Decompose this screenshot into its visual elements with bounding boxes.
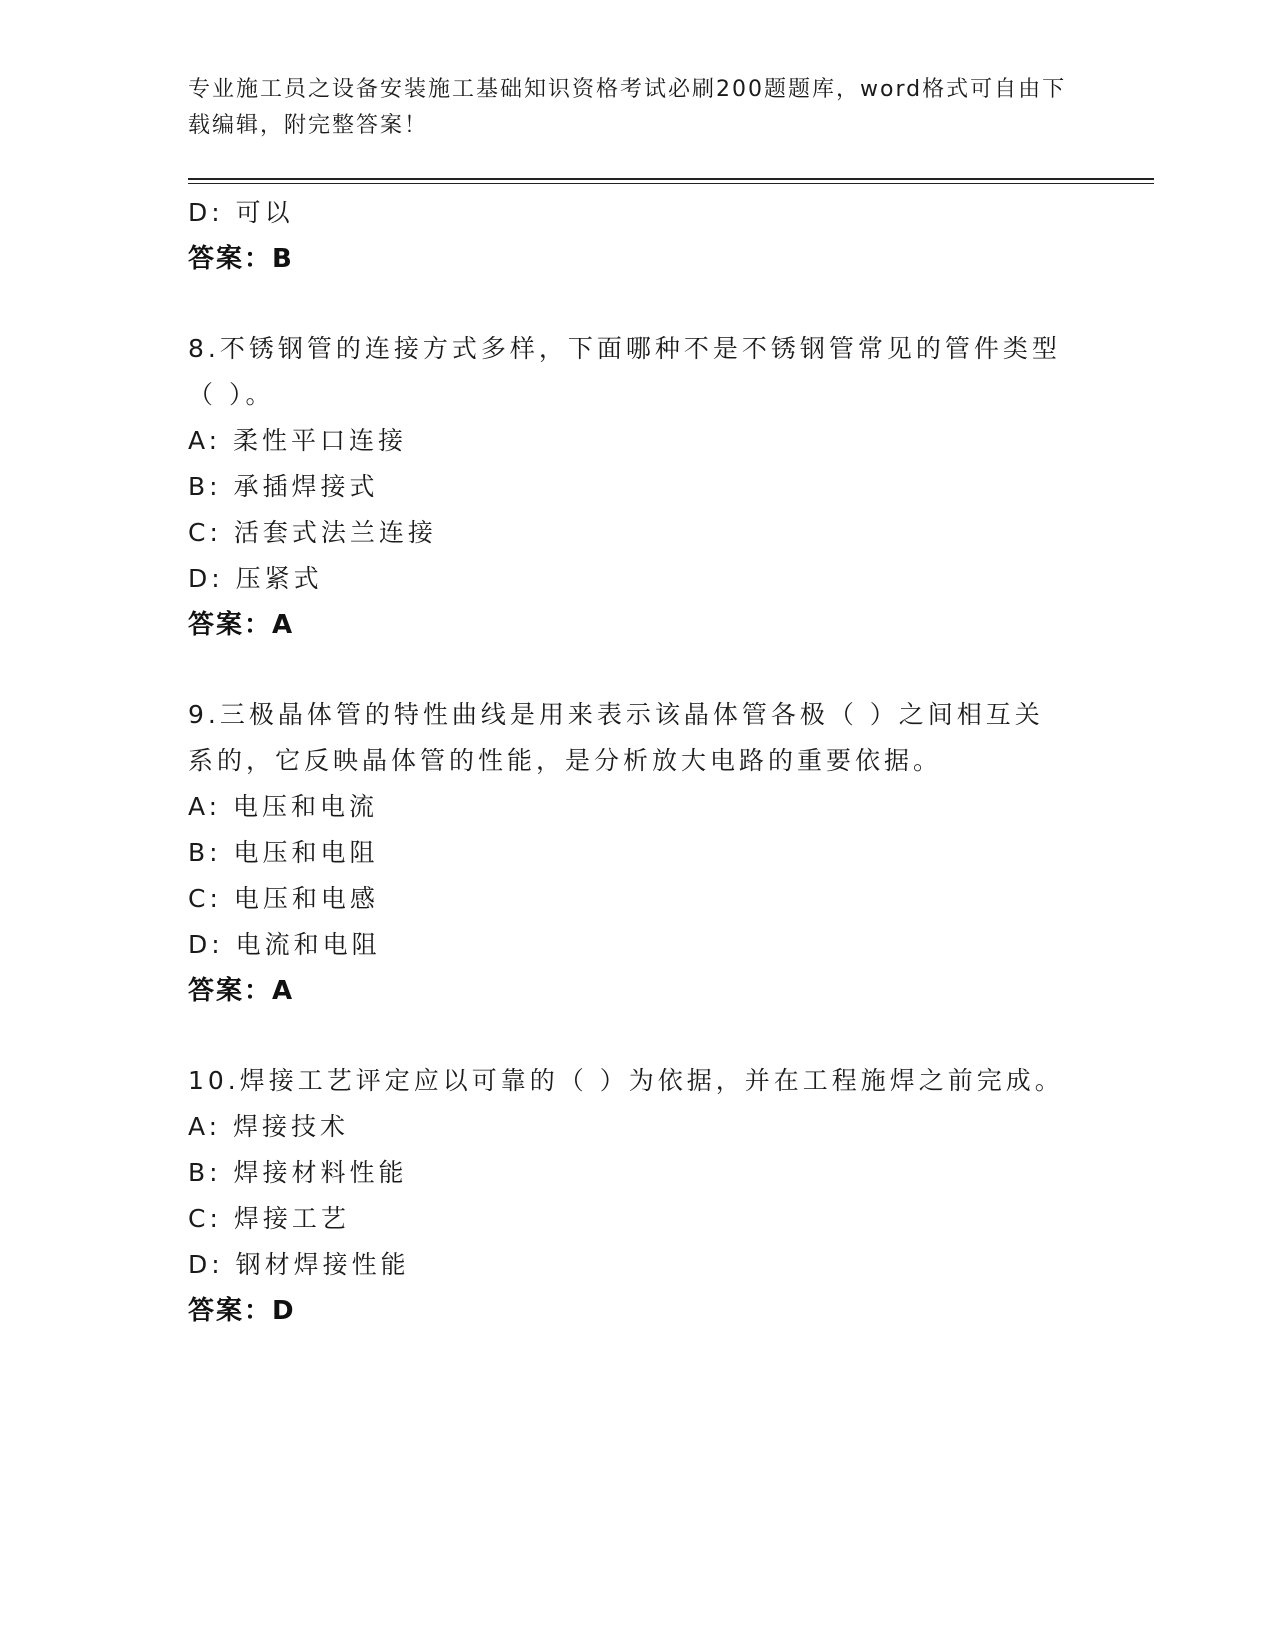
question-text: 10.焊接工艺评定应以可靠的（ ）为依据，并在工程施焊之前完成。 (188, 1066, 1064, 1095)
option-a: A: 焊接技术 (188, 1112, 350, 1141)
prev-option-d: D: 可以 (188, 198, 294, 227)
option-b: B: 承插焊接式 (188, 472, 379, 501)
option-d: D: 钢材焊接性能 (188, 1250, 410, 1279)
option-b: B: 电压和电阻 (188, 838, 379, 867)
option-b: B: 焊接材料性能 (188, 1158, 408, 1187)
option-d: D: 电流和电阻 (188, 930, 381, 959)
question-10 (188, 1058, 1088, 1334)
question-content (188, 190, 1088, 1334)
question-8 (188, 326, 1088, 648)
prev-answer: 答案：B (188, 244, 294, 274)
option-c: C: 活套式法兰连接 (188, 518, 437, 547)
page-header-title: 专业施工员之设备安装施工基础知识资格考试必刷200题题库，word格式可自由下载编辑，附完整答案！ (188, 77, 1067, 138)
question-text: 8.不锈钢管的连接方式多样，下面哪种不是不锈钢管常见的管件类型（ ）。 (188, 334, 1061, 409)
spacer (188, 1014, 1088, 1058)
answer: 答案：D (188, 1296, 296, 1326)
question-text: 9.三极晶体管的特性曲线是用来表示该晶体管各极（ ）之间相互关系的，它反映晶体管的性能，是分析放大电路的重要依据。 (188, 700, 1044, 775)
option-c: C: 焊接工艺 (188, 1204, 350, 1233)
answer: 答案：A (188, 610, 295, 640)
header-rule-thick (188, 178, 1154, 180)
spacer (188, 648, 1088, 692)
spacer (188, 282, 1088, 326)
option-a: A: 电压和电流 (188, 792, 379, 821)
header-rule-thin (188, 183, 1154, 184)
answer: 答案：A (188, 976, 295, 1006)
question-9 (188, 692, 1088, 1014)
option-a: A: 柔性平口连接 (188, 426, 408, 455)
option-d: D: 压紧式 (188, 564, 323, 593)
option-c: C: 电压和电感 (188, 884, 379, 913)
